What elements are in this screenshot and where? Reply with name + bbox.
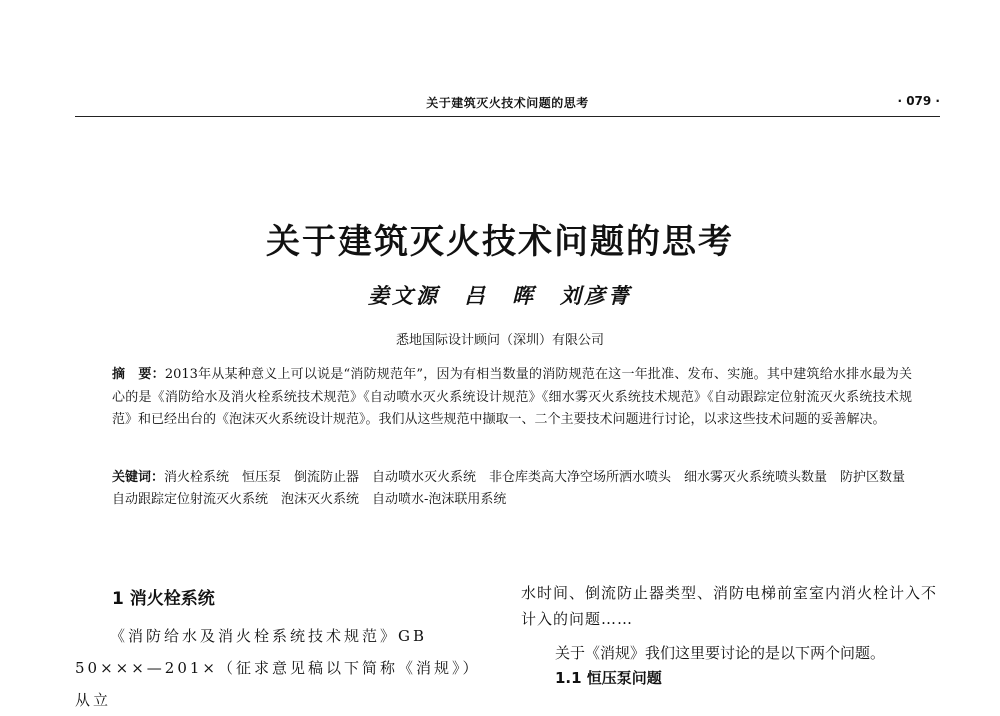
section-heading: 1 消火栓系统	[112, 589, 215, 609]
keywords-text: 消火栓系统 恒压泵 倒流防止器 自动喷水灭火系统 非仓库类高大净空场所洒水喷头 细水雾灭火系统喷头数量 防护区数量 自动跟踪定位射流灭火系统 泡沫灭火系统 自动喷水-泡沫联用系统	[112, 470, 919, 507]
abstract-label: 摘 要：	[112, 367, 165, 382]
abstract	[112, 364, 912, 432]
running-title: 关于建筑灭火技术问题的思考	[426, 96, 589, 110]
body-text-left: 《消防给水及消火栓系统技术规范》GB 50×××—201×（征求意见稿以下简称《消规》）从立	[75, 627, 481, 709]
page-number: · 079 ·	[897, 94, 940, 108]
subsection-heading: 1.1 恒压泵问题	[555, 669, 662, 687]
abstract-text: 2013年从某种意义上可以说是“消防规范年”，因为有相当数量的消防规范在这一年批准、发布、实施。其中建筑给水排水最为关心的是《消防给水及消火栓系统技术规范》《自动喷水灭火系统设计规范》《细水雾灭火系统技术规范》《自动跟踪定位射流灭火系统技术规范》和已经出台的《泡沫灭火系统设计规范》。我们从这些规范中撷取一、二个主要技术问题进行讨论，以求这些技术问题的妥善解决。	[112, 367, 912, 427]
body-text-right-1: 水时间、倒流防止器类型、消防电梯前室室内消火栓计入不计入的问题……	[521, 584, 938, 628]
affiliation: 悉地国际设计顾问（深圳）有限公司	[395, 333, 604, 348]
body-text-right-2: 关于《消规》我们这里要讨论的是以下两个问题。	[555, 644, 886, 662]
authors: 姜文源 吕 晖 刘彦菁	[368, 283, 632, 308]
keywords	[112, 467, 919, 511]
keywords-label: 关键词：	[112, 470, 165, 485]
running-header	[75, 92, 940, 117]
paper-title: 关于建筑灭火技术问题的思考	[266, 222, 734, 262]
